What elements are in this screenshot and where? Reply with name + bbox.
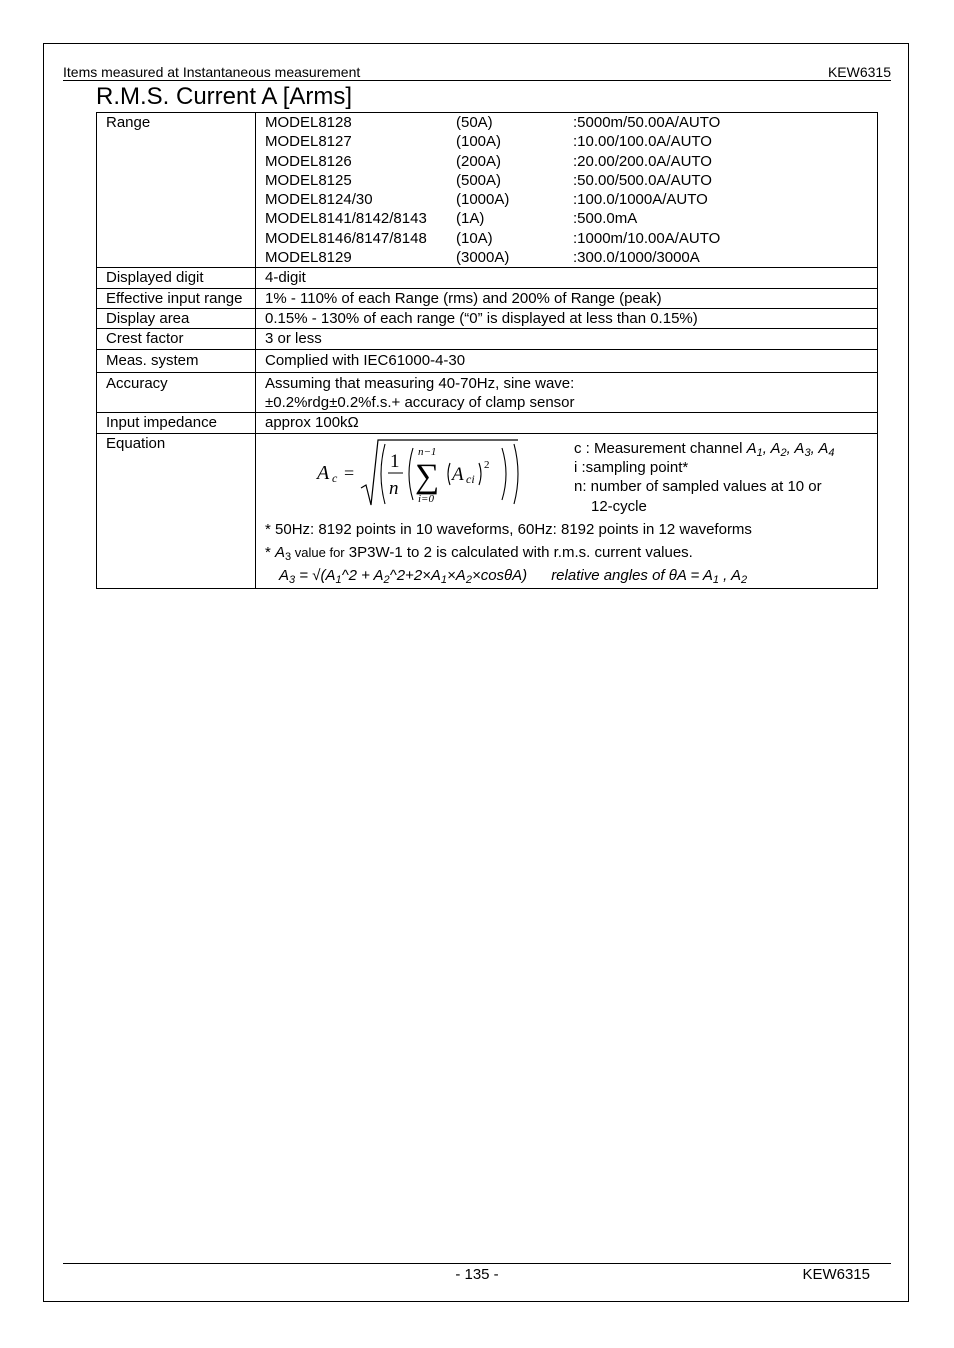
range-rating: (1000A) bbox=[456, 191, 510, 209]
range-range: :300.0/1000/3000A bbox=[573, 249, 700, 267]
row-effective-input bbox=[97, 288, 878, 308]
formula-lhs: A bbox=[317, 461, 330, 484]
range-value bbox=[256, 113, 878, 268]
displayed-digit-label: Displayed digit bbox=[97, 268, 256, 288]
footer-model: KEW6315 bbox=[802, 1266, 870, 1283]
footnote-rest: 3P3W-1 to 2 is calculated with r.m.s. current values. bbox=[344, 544, 693, 562]
a3-formula-s4: 2 bbox=[465, 574, 472, 587]
a3-formula-s2: 2 bbox=[383, 574, 390, 587]
equation-label: Equation bbox=[97, 433, 256, 588]
range-range: :5000m/50.00A/AUTO bbox=[573, 114, 721, 131]
a3-formula-p3: ^2+2×A bbox=[389, 567, 441, 585]
formula-equals: = bbox=[344, 462, 355, 483]
note-channel bbox=[574, 439, 884, 458]
channel-sub: 4 bbox=[828, 446, 835, 459]
relative-angles-s1: 1 bbox=[712, 574, 720, 587]
rms-formula bbox=[305, 436, 525, 512]
sum-upper: n−1 bbox=[418, 445, 437, 458]
channel-letter: , A bbox=[786, 439, 805, 457]
header-model: KEW6315 bbox=[827, 64, 891, 80]
formula-lhs-sub: c bbox=[332, 470, 338, 485]
display-area-value: 0.15% - 130% of each range (“0” is displayed at less than 0.15%) bbox=[256, 308, 878, 328]
equation-top bbox=[265, 434, 877, 520]
footnote-a-sub: 3 bbox=[285, 551, 292, 564]
channel-letter: A bbox=[746, 439, 757, 457]
channel-letter: , A bbox=[810, 439, 829, 457]
note-channel-text: c : Measurement channel bbox=[574, 439, 743, 457]
footnote-small: value for bbox=[291, 545, 345, 561]
sum-sigma: ∑ bbox=[415, 457, 440, 495]
range-rating: (500A) bbox=[456, 171, 502, 189]
range-range: :50.00/500.0A/AUTO bbox=[573, 171, 712, 189]
meas-system-label: Meas. system bbox=[97, 349, 256, 372]
a3-formula bbox=[265, 564, 877, 588]
a3-formula-p2: ^2 + A bbox=[341, 567, 384, 585]
footnote-sampling: * 50Hz: 8192 points in 10 waveforms, 60Hz: 8192 points in 12 waveforms bbox=[265, 520, 752, 538]
footnote-star: * bbox=[265, 544, 276, 562]
range-model: MODEL8128 bbox=[265, 114, 352, 131]
range-range: :1000m/10.00A/AUTO bbox=[573, 229, 721, 247]
accuracy-label: Accuracy bbox=[97, 372, 256, 413]
range-rating: (100A) bbox=[456, 133, 502, 151]
input-impedance-label: Input impedance bbox=[97, 413, 256, 433]
range-rating: (10A) bbox=[456, 229, 493, 247]
range-model: MODEL8124/30 bbox=[265, 191, 373, 209]
paren-mid-right bbox=[502, 448, 506, 500]
a3-formula-sqrt: √ bbox=[312, 567, 321, 585]
paren-outer-left bbox=[381, 444, 385, 504]
sum-lower: i=0 bbox=[418, 492, 434, 505]
range-range: :500.0mA bbox=[573, 210, 638, 228]
paren-outer-right bbox=[514, 444, 518, 504]
meas-system-value: Complied with IEC61000-4-30 bbox=[256, 349, 878, 372]
header-title: Items measured at Instantaneous measurement bbox=[63, 64, 361, 80]
a3-formula-eq: = bbox=[295, 567, 313, 585]
header-rule bbox=[63, 80, 891, 81]
a3-formula-p5: ×cosθA) bbox=[471, 567, 528, 585]
range-rating: (3000A) bbox=[456, 249, 510, 267]
range-label: Range bbox=[97, 113, 256, 268]
range-model: MODEL8127 bbox=[265, 133, 352, 151]
channel-sub: 2 bbox=[780, 446, 787, 459]
range-rating: (50A) bbox=[456, 114, 493, 131]
row-display-area bbox=[97, 308, 878, 328]
row-equation bbox=[97, 433, 878, 588]
row-displayed-digit bbox=[97, 268, 878, 288]
accuracy-value bbox=[256, 372, 878, 413]
range-model: MODEL8126 bbox=[265, 152, 352, 170]
relative-angles-2: , A bbox=[719, 567, 741, 585]
channel-letter: , A bbox=[762, 439, 781, 457]
formula-n: n bbox=[389, 477, 399, 499]
footnote-a3 bbox=[265, 541, 877, 564]
relative-angles-s2: 2 bbox=[740, 574, 748, 587]
input-impedance-value: approx 100kΩ bbox=[256, 413, 878, 433]
accuracy-line-2: ±0.2%rdg±0.2%f.s.+ accuracy of clamp sensor bbox=[265, 394, 575, 412]
spec-table bbox=[96, 112, 878, 589]
formula-one: 1 bbox=[390, 450, 400, 472]
accuracy-line-1: Assuming that measuring 40-70Hz, sine wave: bbox=[265, 374, 575, 392]
channel-sub: 1 bbox=[756, 446, 763, 459]
range-range: :10.00/100.0A/AUTO bbox=[573, 133, 712, 151]
note-channel-list bbox=[747, 440, 835, 457]
effective-input-label: Effective input range bbox=[97, 288, 256, 308]
a3-formula-s1: 1 bbox=[335, 574, 342, 587]
range-list bbox=[265, 113, 877, 267]
row-range bbox=[97, 113, 878, 268]
note-samples-2: 12-cycle bbox=[591, 497, 647, 515]
displayed-digit-value: 4-digit bbox=[256, 268, 878, 288]
a3-formula-s3: 1 bbox=[440, 574, 448, 587]
range-range: :20.00/200.0A/AUTO bbox=[573, 152, 712, 170]
equation-notes bbox=[574, 439, 884, 516]
equation-value bbox=[256, 433, 878, 588]
range-rating: (1A) bbox=[456, 210, 485, 228]
effective-input-value: 1% - 110% of each Range (rms) and 200% of Range (peak) bbox=[256, 288, 878, 308]
row-input-impedance bbox=[97, 413, 878, 433]
paren-mid-left bbox=[409, 448, 413, 500]
formula-term: A bbox=[452, 463, 464, 485]
page-number: - 135 - bbox=[455, 1266, 499, 1283]
footnote-a: A bbox=[275, 544, 286, 562]
range-rating: (200A) bbox=[456, 152, 502, 170]
channel-sub: 3 bbox=[804, 446, 811, 459]
a3-formula-a-sub: 3 bbox=[289, 574, 296, 587]
range-model: MODEL8146/8147/8148 bbox=[265, 229, 427, 247]
range-model: MODEL8129 bbox=[265, 249, 352, 267]
row-meas-system bbox=[97, 349, 878, 372]
section-title: R.M.S. Current A [Arms] bbox=[96, 83, 353, 110]
formula-term-sub: ci bbox=[466, 471, 475, 486]
a3-formula-p4: ×A bbox=[447, 567, 466, 585]
a3-formula-p1: (A bbox=[320, 567, 336, 585]
note-sampling-point: i :sampling point* bbox=[574, 459, 689, 477]
paren-inner-left bbox=[448, 463, 450, 485]
note-samples-1: n: number of sampled values at 10 or bbox=[574, 478, 822, 496]
range-model: MODEL8125 bbox=[265, 171, 352, 189]
display-area-label: Display area bbox=[97, 308, 256, 328]
row-accuracy bbox=[97, 372, 878, 413]
footer-rule bbox=[63, 1263, 891, 1264]
relative-angles: relative angles of θA = A bbox=[551, 567, 713, 585]
a3-formula-a: A bbox=[279, 567, 290, 585]
range-model: MODEL8141/8142/8143 bbox=[265, 210, 427, 228]
crest-factor-label: Crest factor bbox=[97, 329, 256, 349]
paren-inner-right bbox=[479, 463, 481, 485]
sqrt-sign bbox=[361, 440, 518, 505]
row-crest-factor bbox=[97, 329, 878, 349]
formula-power: 2 bbox=[484, 458, 490, 471]
range-range: :100.0/1000A/AUTO bbox=[573, 191, 708, 209]
crest-factor-value: 3 or less bbox=[256, 329, 878, 349]
